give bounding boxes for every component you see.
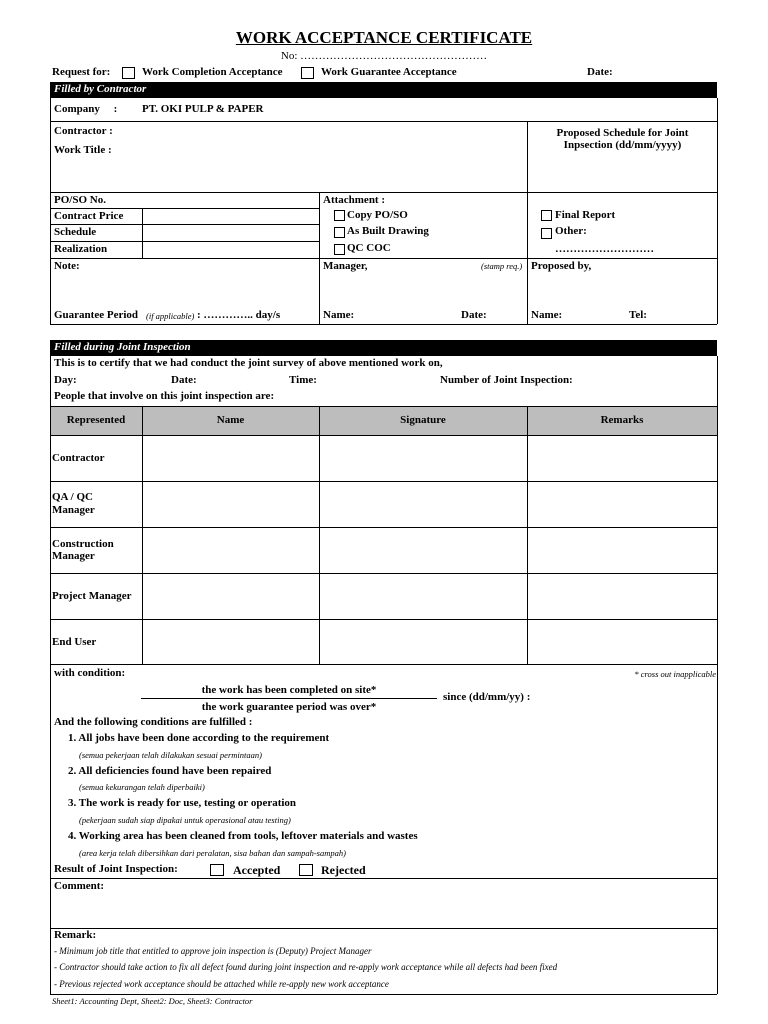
company-label: Company : bbox=[54, 103, 118, 115]
request-label: Request for: bbox=[52, 66, 111, 78]
copy-po-label: Copy PO/SO bbox=[347, 209, 408, 221]
schedule-heading-line2: Inpsection (dd/mm/yyyy) bbox=[563, 139, 682, 151]
cross-out-note: * cross out inapplicable bbox=[634, 669, 716, 679]
condition-2: 2. All deficiencies found have been repaired bbox=[68, 765, 272, 777]
contract-price-label: Contract Price bbox=[54, 210, 124, 222]
po-so-label: PO/SO No. bbox=[54, 194, 106, 206]
condition-1-translation: (semua pekerjaan telah dilakukan sesuai permintaan) bbox=[79, 750, 262, 760]
certify-statement: This is to certify that we had conduct the joint survey of above mentioned work on, bbox=[54, 357, 443, 369]
remark-1: - Minimum job title that entitled to approve join inspection is (Deputy) Project Manager bbox=[54, 946, 372, 956]
work-title-label: Work Title : bbox=[54, 144, 112, 156]
accepted-checkbox[interactable] bbox=[210, 864, 224, 876]
column-header-name: Name bbox=[216, 414, 245, 426]
company-value: PT. OKI PULP & PAPER bbox=[142, 103, 264, 115]
row-construction-label-2: Manager bbox=[52, 550, 95, 562]
other-dots: ……………………… bbox=[555, 243, 654, 255]
final-report-checkbox[interactable] bbox=[541, 210, 552, 221]
condition-3: 3. The work is ready for use, testing or operation bbox=[68, 797, 297, 809]
contractor-section-header: Filled by Contractor bbox=[50, 82, 717, 98]
work-completion-label: Work Completion Acceptance bbox=[142, 66, 283, 78]
proposer-tel-label: Tel: bbox=[629, 309, 647, 321]
final-report-label: Final Report bbox=[555, 209, 616, 221]
inspection-day-label: Day: bbox=[54, 374, 77, 386]
other-checkbox[interactable] bbox=[541, 228, 552, 239]
note-label: Note: bbox=[54, 260, 80, 272]
manager-name-label: Name: bbox=[323, 309, 355, 321]
people-involved-label: People that involve on this joint inspection are: bbox=[54, 390, 275, 402]
inspection-time-label: Time: bbox=[289, 374, 317, 386]
row-qa-qc-label-2: Manager bbox=[52, 504, 95, 516]
document-title: WORK ACCEPTANCE CERTIFICATE bbox=[235, 28, 533, 47]
copy-po-checkbox[interactable] bbox=[334, 210, 345, 221]
column-header-represented: Represented bbox=[66, 414, 126, 426]
sheet-distribution-footer: Sheet1: Accounting Dept, Sheet2: Doc, Sheet3: Contractor bbox=[52, 996, 253, 1006]
attachment-label: Attachment : bbox=[323, 194, 386, 206]
guarantee-period-days: : ………….. day/s bbox=[197, 309, 281, 321]
manager-label: Manager, bbox=[323, 260, 368, 272]
row-qa-qc-label: QA / QC bbox=[52, 491, 93, 503]
condition-4-translation: (area kerja telah dibersihkan dari peralatan, sisa bahan dan sampah-sampah) bbox=[79, 848, 346, 858]
remark-label: Remark: bbox=[54, 929, 97, 941]
since-label: since (dd/mm/yy) : bbox=[443, 691, 531, 703]
other-label: Other: bbox=[555, 225, 587, 237]
with-condition-label: with condition: bbox=[54, 667, 126, 679]
row-project-manager-label: Project Manager bbox=[52, 590, 132, 602]
row-construction-label: Construction bbox=[52, 538, 114, 550]
proposer-name-label: Name: bbox=[531, 309, 563, 321]
condition-2-translation: (semua kekurangan telah diperbaiki) bbox=[79, 782, 205, 792]
comment-label: Comment: bbox=[54, 880, 105, 892]
proposed-by-label: Proposed by, bbox=[531, 260, 592, 272]
certificate-number: No: …………………………………………… bbox=[280, 50, 488, 62]
result-label: Result of Joint Inspection: bbox=[54, 863, 178, 875]
inspection-section-header: Filled during Joint Inspection bbox=[50, 340, 717, 356]
row-end-user-label: End User bbox=[52, 636, 97, 648]
condition-4: 4. Working area has been cleaned from tools, leftover materials and wastes bbox=[68, 830, 418, 842]
as-built-checkbox[interactable] bbox=[334, 227, 345, 238]
realization-label: Realization bbox=[54, 243, 108, 255]
column-header-remarks: Remarks bbox=[600, 414, 644, 426]
accepted-label: Accepted bbox=[233, 863, 281, 877]
as-built-label: As Built Drawing bbox=[347, 225, 429, 237]
stamp-required-note: (stamp req.) bbox=[481, 261, 523, 271]
row-contractor-label: Contractor bbox=[52, 452, 105, 464]
guarantee-over-option: the work guarantee period was over* bbox=[201, 701, 377, 713]
manager-date-label: Date: bbox=[461, 309, 487, 321]
following-conditions-label: And the following conditions are fulfilled : bbox=[54, 716, 253, 728]
work-completion-checkbox[interactable] bbox=[122, 67, 135, 79]
qc-coc-label: QC COC bbox=[347, 242, 391, 254]
rejected-checkbox[interactable] bbox=[299, 864, 313, 876]
inspection-number-label: Number of Joint Inspection: bbox=[440, 374, 573, 386]
remark-3: - Previous rejected work acceptance should be attached while re-apply new work acceptance bbox=[54, 979, 389, 989]
schedule-label: Schedule bbox=[54, 226, 97, 238]
if-applicable-note: (if applicable) bbox=[146, 311, 195, 321]
work-guarantee-label: Work Guarantee Acceptance bbox=[321, 66, 457, 78]
condition-1: 1. All jobs have been done according to the requirement bbox=[68, 732, 330, 744]
guarantee-period-label: Guarantee Period bbox=[54, 309, 139, 321]
request-date-label: Date: bbox=[587, 66, 613, 78]
schedule-heading-line1: Proposed Schedule for Joint bbox=[556, 127, 689, 139]
work-completed-option: the work has been completed on site* bbox=[201, 684, 377, 696]
work-guarantee-checkbox[interactable] bbox=[301, 67, 314, 79]
inspection-date-label: Date: bbox=[171, 374, 197, 386]
contractor-label: Contractor : bbox=[54, 125, 113, 137]
qc-coc-checkbox[interactable] bbox=[334, 244, 345, 255]
rejected-label: Rejected bbox=[321, 863, 366, 877]
column-header-signature: Signature bbox=[400, 414, 446, 426]
condition-3-translation: (pekerjaan sudah siap dipakai untuk operasional atau testing) bbox=[79, 815, 291, 825]
remark-2: - Contractor should take action to fix all defect found during joint inspection and re-apply work acceptance while all defects had been fixed bbox=[54, 962, 558, 972]
